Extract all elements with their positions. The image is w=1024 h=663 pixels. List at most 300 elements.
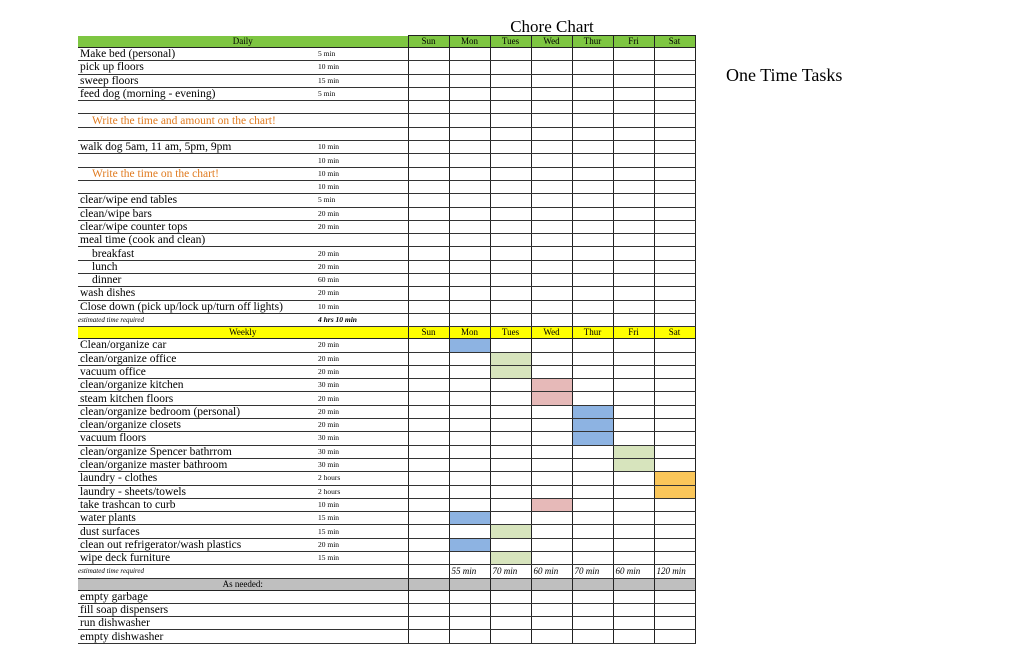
weekly-checkbox-mon[interactable]: [449, 432, 490, 445]
daily-checkbox-thur[interactable]: [572, 74, 613, 87]
as-needed-checkbox-wed[interactable]: [531, 590, 572, 603]
weekly-checkbox-mon[interactable]: [449, 498, 490, 511]
daily-checkbox-tues[interactable]: [490, 180, 531, 193]
daily-checkbox-tues[interactable]: [490, 127, 531, 140]
weekly-checkbox-thur[interactable]: [572, 498, 613, 511]
as-needed-checkbox-sun[interactable]: [408, 617, 449, 630]
daily-checkbox-fri[interactable]: [613, 61, 654, 74]
as-needed-checkbox-sun[interactable]: [408, 630, 449, 643]
weekly-checkbox-sun[interactable]: [408, 485, 449, 498]
daily-checkbox-sat[interactable]: [654, 141, 695, 154]
daily-checkbox-fri[interactable]: [613, 141, 654, 154]
weekly-checkbox-sat[interactable]: [654, 498, 695, 511]
daily-checkbox-tues[interactable]: [490, 220, 531, 233]
weekly-checkbox-wed[interactable]: [531, 419, 572, 432]
weekly-checkbox-sat[interactable]: [654, 432, 695, 445]
as-needed-checkbox-thur[interactable]: [572, 603, 613, 616]
weekly-checkbox-fri[interactable]: [613, 458, 654, 471]
daily-checkbox-mon[interactable]: [449, 74, 490, 87]
weekly-checkbox-fri[interactable]: [613, 392, 654, 405]
as-needed-checkbox-fri[interactable]: [613, 630, 654, 643]
daily-checkbox-sun[interactable]: [408, 260, 449, 273]
weekly-checkbox-mon[interactable]: [449, 512, 490, 525]
weekly-checkbox-sun[interactable]: [408, 432, 449, 445]
daily-checkbox-sun[interactable]: [408, 180, 449, 193]
daily-checkbox-sat[interactable]: [654, 260, 695, 273]
weekly-checkbox-sun[interactable]: [408, 512, 449, 525]
daily-checkbox-thur[interactable]: [572, 300, 613, 313]
weekly-checkbox-tues[interactable]: [490, 538, 531, 551]
weekly-checkbox-mon[interactable]: [449, 551, 490, 564]
daily-checkbox-mon[interactable]: [449, 300, 490, 313]
weekly-checkbox-wed[interactable]: [531, 445, 572, 458]
daily-checkbox-wed[interactable]: [531, 260, 572, 273]
weekly-checkbox-fri[interactable]: [613, 365, 654, 378]
daily-checkbox-thur[interactable]: [572, 167, 613, 180]
daily-checkbox-thur[interactable]: [572, 141, 613, 154]
daily-checkbox-sun[interactable]: [408, 247, 449, 260]
weekly-checkbox-sat[interactable]: [654, 472, 695, 485]
weekly-task-row: [78, 339, 695, 352]
daily-checkbox-wed[interactable]: [531, 127, 572, 140]
daily-checkbox-sun[interactable]: [408, 127, 449, 140]
as-needed-checkbox-thur[interactable]: [572, 590, 613, 603]
weekly-checkbox-sat[interactable]: [654, 365, 695, 378]
as-needed-checkbox-tues[interactable]: [490, 617, 531, 630]
weekly-checkbox-wed[interactable]: [531, 392, 572, 405]
weekly-checkbox-mon[interactable]: [449, 472, 490, 485]
daily-checkbox-sat[interactable]: [654, 234, 695, 247]
daily-checkbox-wed[interactable]: [531, 180, 572, 193]
daily-checkbox-fri[interactable]: [613, 234, 654, 247]
daily-checkbox-sat[interactable]: [654, 247, 695, 260]
weekly-checkbox-sat[interactable]: [654, 551, 695, 564]
daily-checkbox-wed[interactable]: [531, 74, 572, 87]
weekly-checkbox-fri[interactable]: [613, 432, 654, 445]
weekly-checkbox-fri[interactable]: [613, 551, 654, 564]
weekly-checkbox-tues[interactable]: [490, 525, 531, 538]
weekly-checkbox-sun[interactable]: [408, 498, 449, 511]
weekly-checkbox-fri[interactable]: [613, 379, 654, 392]
weekly-checkbox-wed[interactable]: [531, 538, 572, 551]
daily-estimate-checkbox-sun[interactable]: [408, 313, 449, 326]
daily-checkbox-fri[interactable]: [613, 74, 654, 87]
daily-checkbox-mon[interactable]: [449, 220, 490, 233]
weekly-checkbox-thur[interactable]: [572, 419, 613, 432]
weekly-checkbox-fri[interactable]: [613, 419, 654, 432]
daily-checkbox-thur[interactable]: [572, 87, 613, 100]
weekly-checkbox-tues[interactable]: [490, 419, 531, 432]
daily-checkbox-tues[interactable]: [490, 167, 531, 180]
weekly-checkbox-fri[interactable]: [613, 498, 654, 511]
weekly-checkbox-thur[interactable]: [572, 339, 613, 352]
weekly-checkbox-mon[interactable]: [449, 458, 490, 471]
daily-checkbox-thur[interactable]: [572, 247, 613, 260]
daily-checkbox-wed[interactable]: [531, 247, 572, 260]
weekly-checkbox-fri[interactable]: [613, 485, 654, 498]
daily-checkbox-tues[interactable]: [490, 48, 531, 61]
daily-checkbox-sun[interactable]: [408, 74, 449, 87]
as-needed-checkbox-sun[interactable]: [408, 603, 449, 616]
daily-checkbox-tues[interactable]: [490, 114, 531, 127]
daily-checkbox-thur[interactable]: [572, 61, 613, 74]
weekly-checkbox-fri[interactable]: [613, 538, 654, 551]
daily-checkbox-sun[interactable]: [408, 167, 449, 180]
daily-checkbox-mon[interactable]: [449, 87, 490, 100]
daily-checkbox-wed[interactable]: [531, 274, 572, 287]
daily-checkbox-thur[interactable]: [572, 234, 613, 247]
daily-checkbox-fri[interactable]: [613, 127, 654, 140]
weekly-checkbox-wed[interactable]: [531, 512, 572, 525]
weekly-checkbox-thur[interactable]: [572, 432, 613, 445]
weekly-checkbox-tues[interactable]: [490, 339, 531, 352]
weekly-checkbox-wed[interactable]: [531, 551, 572, 564]
weekly-checkbox-sun[interactable]: [408, 551, 449, 564]
as-needed-checkbox-wed[interactable]: [531, 617, 572, 630]
daily-checkbox-mon[interactable]: [449, 167, 490, 180]
daily-checkbox-mon[interactable]: [449, 48, 490, 61]
daily-checkbox-mon[interactable]: [449, 247, 490, 260]
daily-checkbox-tues[interactable]: [490, 234, 531, 247]
daily-checkbox-tues[interactable]: [490, 300, 531, 313]
as-needed-checkbox-mon[interactable]: [449, 603, 490, 616]
weekly-checkbox-thur[interactable]: [572, 551, 613, 564]
weekly-checkbox-sat[interactable]: [654, 405, 695, 418]
weekly-checkbox-tues[interactable]: [490, 445, 531, 458]
daily-checkbox-sun[interactable]: [408, 48, 449, 61]
daily-checkbox-wed[interactable]: [531, 141, 572, 154]
weekly-checkbox-mon[interactable]: [449, 365, 490, 378]
weekly-checkbox-mon[interactable]: [449, 352, 490, 365]
daily-checkbox-sun[interactable]: [408, 61, 449, 74]
daily-checkbox-sat[interactable]: [654, 287, 695, 300]
weekly-checkbox-tues[interactable]: [490, 352, 531, 365]
weekly-checkbox-tues[interactable]: [490, 458, 531, 471]
weekly-checkbox-mon[interactable]: [449, 392, 490, 405]
task-duration: 5 min: [318, 48, 408, 61]
weekly-checkbox-thur[interactable]: [572, 445, 613, 458]
weekly-checkbox-wed[interactable]: [531, 432, 572, 445]
weekly-checkbox-wed[interactable]: [531, 498, 572, 511]
daily-estimate-checkbox-thur[interactable]: [572, 313, 613, 326]
weekly-checkbox-thur[interactable]: [572, 472, 613, 485]
daily-checkbox-fri[interactable]: [613, 48, 654, 61]
daily-checkbox-sun[interactable]: [408, 274, 449, 287]
weekly-checkbox-sun[interactable]: [408, 352, 449, 365]
weekly-checkbox-thur[interactable]: [572, 352, 613, 365]
weekly-checkbox-fri[interactable]: [613, 352, 654, 365]
daily-checkbox-wed[interactable]: [531, 220, 572, 233]
daily-checkbox-fri[interactable]: [613, 274, 654, 287]
weekly-checkbox-fri[interactable]: [613, 445, 654, 458]
weekly-checkbox-sat[interactable]: [654, 525, 695, 538]
weekly-checkbox-tues[interactable]: [490, 512, 531, 525]
daily-checkbox-fri[interactable]: [613, 167, 654, 180]
daily-checkbox-fri[interactable]: [613, 114, 654, 127]
as-needed-checkbox-tues[interactable]: [490, 590, 531, 603]
weekly-checkbox-sun[interactable]: [408, 419, 449, 432]
daily-checkbox-tues[interactable]: [490, 61, 531, 74]
daily-checkbox-mon[interactable]: [449, 101, 490, 114]
daily-checkbox-tues[interactable]: [490, 87, 531, 100]
daily-checkbox-tues[interactable]: [490, 74, 531, 87]
daily-checkbox-thur[interactable]: [572, 220, 613, 233]
daily-checkbox-sat[interactable]: [654, 180, 695, 193]
daily-checkbox-sun[interactable]: [408, 300, 449, 313]
weekly-checkbox-wed[interactable]: [531, 485, 572, 498]
weekly-checkbox-thur[interactable]: [572, 379, 613, 392]
weekly-checkbox-thur[interactable]: [572, 392, 613, 405]
weekly-checkbox-sun[interactable]: [408, 379, 449, 392]
as-needed-checkbox-tues[interactable]: [490, 630, 531, 643]
as-needed-checkbox-thur[interactable]: [572, 630, 613, 643]
weekly-checkbox-fri[interactable]: [613, 405, 654, 418]
weekly-checkbox-sun[interactable]: [408, 405, 449, 418]
daily-checkbox-tues[interactable]: [490, 194, 531, 207]
daily-checkbox-wed[interactable]: [531, 194, 572, 207]
weekly-checkbox-tues[interactable]: [490, 392, 531, 405]
as-needed-checkbox-sat[interactable]: [654, 603, 695, 616]
daily-checkbox-wed[interactable]: [531, 101, 572, 114]
weekly-checkbox-sat[interactable]: [654, 419, 695, 432]
daily-checkbox-tues[interactable]: [490, 287, 531, 300]
daily-checkbox-wed[interactable]: [531, 87, 572, 100]
daily-checkbox-thur[interactable]: [572, 127, 613, 140]
weekly-checkbox-wed[interactable]: [531, 458, 572, 471]
daily-estimate-checkbox-wed[interactable]: [531, 313, 572, 326]
daily-checkbox-tues[interactable]: [490, 154, 531, 167]
daily-checkbox-fri[interactable]: [613, 300, 654, 313]
weekly-checkbox-tues[interactable]: [490, 379, 531, 392]
daily-checkbox-tues[interactable]: [490, 260, 531, 273]
daily-checkbox-mon[interactable]: [449, 287, 490, 300]
daily-checkbox-mon[interactable]: [449, 234, 490, 247]
weekly-checkbox-sat[interactable]: [654, 445, 695, 458]
daily-checkbox-sat[interactable]: [654, 61, 695, 74]
daily-checkbox-fri[interactable]: [613, 207, 654, 220]
daily-checkbox-wed[interactable]: [531, 61, 572, 74]
weekly-checkbox-sat[interactable]: [654, 485, 695, 498]
daily-checkbox-fri[interactable]: [613, 154, 654, 167]
daily-checkbox-sun[interactable]: [408, 287, 449, 300]
daily-checkbox-sat[interactable]: [654, 127, 695, 140]
as-needed-checkbox-fri[interactable]: [613, 590, 654, 603]
as-needed-checkbox-wed[interactable]: [531, 630, 572, 643]
daily-checkbox-fri[interactable]: [613, 220, 654, 233]
weekly-checkbox-fri[interactable]: [613, 339, 654, 352]
daily-checkbox-wed[interactable]: [531, 48, 572, 61]
daily-checkbox-thur[interactable]: [572, 287, 613, 300]
daily-checkbox-sun[interactable]: [408, 114, 449, 127]
daily-estimate-checkbox-fri[interactable]: [613, 313, 654, 326]
as-needed-checkbox-mon[interactable]: [449, 630, 490, 643]
daily-checkbox-sat[interactable]: [654, 220, 695, 233]
daily-checkbox-mon[interactable]: [449, 274, 490, 287]
weekly-checkbox-mon[interactable]: [449, 485, 490, 498]
weekly-checkbox-sun[interactable]: [408, 538, 449, 551]
weekly-checkbox-thur[interactable]: [572, 525, 613, 538]
weekly-checkbox-mon[interactable]: [449, 525, 490, 538]
daily-checkbox-sat[interactable]: [654, 300, 695, 313]
daily-checkbox-fri[interactable]: [613, 194, 654, 207]
weekly-checkbox-wed[interactable]: [531, 379, 572, 392]
daily-checkbox-mon[interactable]: [449, 260, 490, 273]
weekly-task-row: [78, 458, 695, 471]
daily-checkbox-sat[interactable]: [654, 154, 695, 167]
weekly-checkbox-wed[interactable]: [531, 352, 572, 365]
daily-checkbox-sun[interactable]: [408, 154, 449, 167]
daily-checkbox-sun[interactable]: [408, 87, 449, 100]
weekly-checkbox-sat[interactable]: [654, 512, 695, 525]
weekly-checkbox-tues[interactable]: [490, 551, 531, 564]
daily-checkbox-tues[interactable]: [490, 141, 531, 154]
daily-checkbox-sat[interactable]: [654, 274, 695, 287]
daily-checkbox-mon[interactable]: [449, 114, 490, 127]
weekly-checkbox-tues[interactable]: [490, 432, 531, 445]
daily-checkbox-sat[interactable]: [654, 74, 695, 87]
daily-checkbox-thur[interactable]: [572, 180, 613, 193]
weekly-checkbox-fri[interactable]: [613, 525, 654, 538]
daily-checkbox-thur[interactable]: [572, 114, 613, 127]
daily-checkbox-sun[interactable]: [408, 207, 449, 220]
weekly-checkbox-sat[interactable]: [654, 458, 695, 471]
day-header-fri: [613, 578, 654, 590]
weekly-checkbox-mon[interactable]: [449, 419, 490, 432]
weekly-checkbox-wed[interactable]: [531, 405, 572, 418]
daily-checkbox-sat[interactable]: [654, 167, 695, 180]
as-needed-checkbox-sat[interactable]: [654, 630, 695, 643]
weekly-checkbox-thur[interactable]: [572, 458, 613, 471]
weekly-checkbox-thur[interactable]: [572, 365, 613, 378]
weekly-checkbox-sat[interactable]: [654, 352, 695, 365]
weekly-checkbox-tues[interactable]: [490, 365, 531, 378]
daily-checkbox-sat[interactable]: [654, 194, 695, 207]
task-duration: 15 min: [318, 512, 408, 525]
daily-checkbox-fri[interactable]: [613, 101, 654, 114]
daily-checkbox-fri[interactable]: [613, 87, 654, 100]
weekly-checkbox-sun[interactable]: [408, 392, 449, 405]
daily-checkbox-thur[interactable]: [572, 194, 613, 207]
daily-checkbox-thur[interactable]: [572, 154, 613, 167]
daily-checkbox-tues[interactable]: [490, 247, 531, 260]
weekly-checkbox-fri[interactable]: [613, 512, 654, 525]
weekly-checkbox-tues[interactable]: [490, 485, 531, 498]
weekly-checkbox-thur[interactable]: [572, 538, 613, 551]
weekly-checkbox-thur[interactable]: [572, 512, 613, 525]
as-needed-checkbox-fri[interactable]: [613, 617, 654, 630]
weekly-checkbox-wed[interactable]: [531, 339, 572, 352]
daily-checkbox-fri[interactable]: [613, 247, 654, 260]
daily-checkbox-tues[interactable]: [490, 274, 531, 287]
daily-checkbox-mon[interactable]: [449, 154, 490, 167]
weekly-checkbox-sat[interactable]: [654, 538, 695, 551]
weekly-checkbox-mon[interactable]: [449, 538, 490, 551]
weekly-checkbox-sat[interactable]: [654, 379, 695, 392]
daily-checkbox-mon[interactable]: [449, 207, 490, 220]
weekly-checkbox-wed[interactable]: [531, 365, 572, 378]
weekly-checkbox-mon[interactable]: [449, 445, 490, 458]
daily-checkbox-sat[interactable]: [654, 114, 695, 127]
as-needed-checkbox-wed[interactable]: [531, 603, 572, 616]
weekly-checkbox-sun[interactable]: [408, 472, 449, 485]
daily-checkbox-fri[interactable]: [613, 287, 654, 300]
daily-checkbox-fri[interactable]: [613, 260, 654, 273]
weekly-checkbox-wed[interactable]: [531, 472, 572, 485]
weekly-checkbox-wed[interactable]: [531, 525, 572, 538]
weekly-checkbox-fri[interactable]: [613, 472, 654, 485]
weekly-checkbox-tues[interactable]: [490, 498, 531, 511]
daily-checkbox-wed[interactable]: [531, 300, 572, 313]
weekly-checkbox-sat[interactable]: [654, 392, 695, 405]
daily-checkbox-sun[interactable]: [408, 141, 449, 154]
weekly-checkbox-sun[interactable]: [408, 458, 449, 471]
as-needed-checkbox-tues[interactable]: [490, 603, 531, 616]
daily-checkbox-thur[interactable]: [572, 260, 613, 273]
daily-checkbox-sun[interactable]: [408, 234, 449, 247]
weekly-checkbox-thur[interactable]: [572, 485, 613, 498]
daily-estimate-checkbox-sat[interactable]: [654, 313, 695, 326]
daily-checkbox-thur[interactable]: [572, 207, 613, 220]
as-needed-checkbox-mon[interactable]: [449, 617, 490, 630]
daily-checkbox-mon[interactable]: [449, 141, 490, 154]
weekly-checkbox-thur[interactable]: [572, 405, 613, 418]
task-duration: 10 min: [318, 61, 408, 74]
daily-checkbox-wed[interactable]: [531, 287, 572, 300]
daily-estimate-checkbox-mon[interactable]: [449, 313, 490, 326]
daily-checkbox-wed[interactable]: [531, 114, 572, 127]
daily-checkbox-mon[interactable]: [449, 180, 490, 193]
weekly-checkbox-mon[interactable]: [449, 379, 490, 392]
daily-checkbox-sat[interactable]: [654, 207, 695, 220]
daily-checkbox-sun[interactable]: [408, 101, 449, 114]
weekly-checkbox-sun[interactable]: [408, 365, 449, 378]
daily-checkbox-wed[interactable]: [531, 167, 572, 180]
daily-checkbox-mon[interactable]: [449, 194, 490, 207]
as-needed-checkbox-sun[interactable]: [408, 590, 449, 603]
daily-checkbox-thur[interactable]: [572, 274, 613, 287]
daily-checkbox-wed[interactable]: [531, 154, 572, 167]
daily-checkbox-sat[interactable]: [654, 48, 695, 61]
daily-checkbox-mon[interactable]: [449, 61, 490, 74]
daily-checkbox-sat[interactable]: [654, 101, 695, 114]
daily-checkbox-sun[interactable]: [408, 220, 449, 233]
as-needed-checkbox-mon[interactable]: [449, 590, 490, 603]
daily-checkbox-tues[interactable]: [490, 207, 531, 220]
daily-checkbox-mon[interactable]: [449, 127, 490, 140]
weekly-checkbox-tues[interactable]: [490, 405, 531, 418]
weekly-checkbox-sun[interactable]: [408, 525, 449, 538]
daily-estimate-checkbox-tues[interactable]: [490, 313, 531, 326]
as-needed-checkbox-sat[interactable]: [654, 590, 695, 603]
as-needed-checkbox-fri[interactable]: [613, 603, 654, 616]
daily-checkbox-thur[interactable]: [572, 101, 613, 114]
daily-checkbox-fri[interactable]: [613, 180, 654, 193]
daily-checkbox-thur[interactable]: [572, 48, 613, 61]
daily-checkbox-sat[interactable]: [654, 87, 695, 100]
weekly-checkbox-mon[interactable]: [449, 405, 490, 418]
daily-checkbox-tues[interactable]: [490, 101, 531, 114]
weekly-checkbox-sun[interactable]: [408, 445, 449, 458]
as-needed-checkbox-sat[interactable]: [654, 617, 695, 630]
weekly-checkbox-sat[interactable]: [654, 339, 695, 352]
weekly-checkbox-tues[interactable]: [490, 472, 531, 485]
daily-checkbox-sun[interactable]: [408, 194, 449, 207]
daily-checkbox-wed[interactable]: [531, 207, 572, 220]
weekly-checkbox-sun[interactable]: [408, 339, 449, 352]
weekly-checkbox-mon[interactable]: [449, 339, 490, 352]
as-needed-checkbox-thur[interactable]: [572, 617, 613, 630]
daily-checkbox-wed[interactable]: [531, 234, 572, 247]
